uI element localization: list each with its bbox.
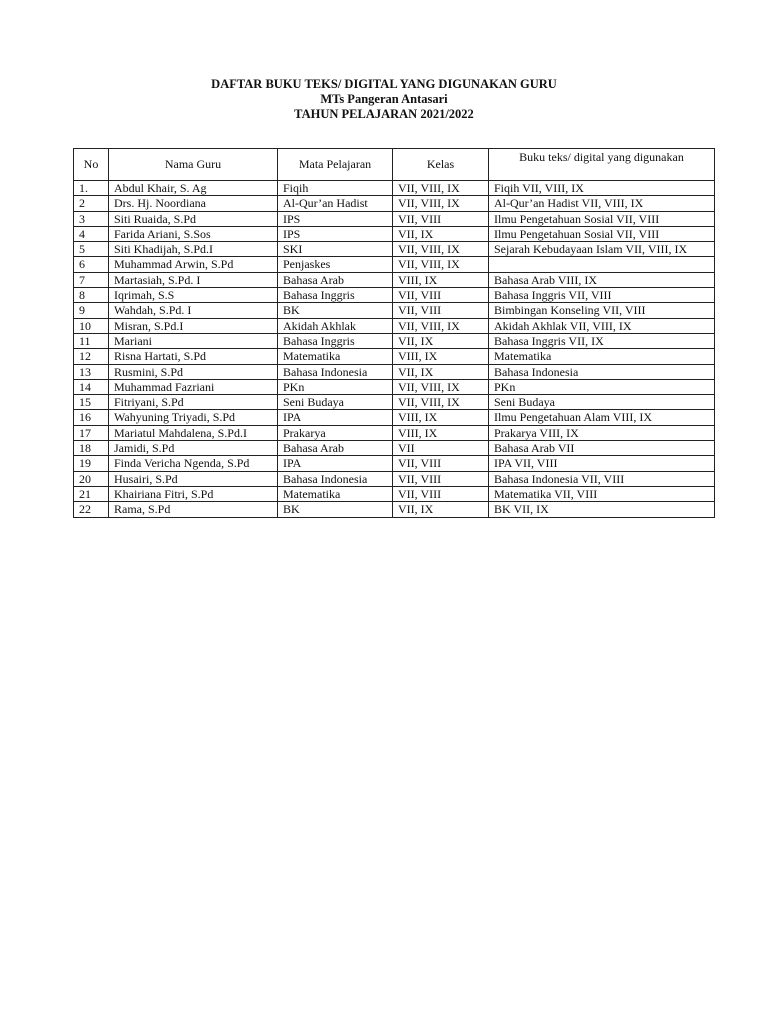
cell-book: Fiqih VII, VIII, IX — [489, 181, 715, 196]
textbook-table — [73, 148, 715, 518]
cell-subject: PKn — [278, 379, 393, 394]
table-row — [74, 318, 715, 333]
column-header-no: No — [74, 149, 109, 181]
school-name: MTs Pangeran Antasari — [320, 92, 448, 106]
cell-subject: Bahasa Indonesia — [278, 364, 393, 379]
table-row — [74, 456, 715, 471]
cell-no: 13 — [74, 364, 109, 379]
table-row — [74, 486, 715, 501]
cell-book: Akidah Akhlak VII, VIII, IX — [489, 318, 715, 333]
cell-subject: Matematika — [278, 349, 393, 364]
cell-subject: Seni Budaya — [278, 395, 393, 410]
cell-no: 20 — [74, 471, 109, 486]
cell-class: VII, VIII, IX — [393, 318, 489, 333]
table-row — [74, 364, 715, 379]
cell-book: Bahasa Inggris VII, VIII — [489, 288, 715, 303]
cell-no: 17 — [74, 425, 109, 440]
table-row — [74, 425, 715, 440]
column-header-class: Kelas — [393, 149, 489, 181]
table-row — [74, 196, 715, 211]
cell-subject: Bahasa Inggris — [278, 333, 393, 348]
cell-class: VIII, IX — [393, 410, 489, 425]
cell-no: 6 — [74, 257, 109, 272]
cell-subject: IPS — [278, 226, 393, 241]
cell-book: Sejarah Kebudayaan Islam VII, VIII, IX — [489, 242, 715, 257]
cell-class: VII, VIII, IX — [393, 181, 489, 196]
cell-teacher-name: Jamidi, S.Pd — [109, 441, 278, 456]
cell-no: 5 — [74, 242, 109, 257]
cell-class: VII, VIII — [393, 456, 489, 471]
document-title: DAFTAR BUKU TEKS/ DIGITAL YANG DIGUNAKAN GURU — [211, 77, 557, 91]
cell-class: VII, IX — [393, 333, 489, 348]
cell-book: PKn — [489, 379, 715, 394]
cell-teacher-name: Abdul Khair, S. Ag — [109, 181, 278, 196]
cell-no: 8 — [74, 288, 109, 303]
cell-teacher-name: Iqrimah, S.S — [109, 288, 278, 303]
cell-class: VIII, IX — [393, 349, 489, 364]
cell-class: VII, VIII, IX — [393, 242, 489, 257]
cell-teacher-name: Martasiah, S.Pd. I — [109, 272, 278, 287]
cell-no: 4 — [74, 226, 109, 241]
cell-teacher-name: Farida Ariani, S.Sos — [109, 226, 278, 241]
table-body — [74, 181, 715, 518]
table-row — [74, 471, 715, 486]
cell-book: Bahasa Indonesia — [489, 364, 715, 379]
cell-class: VII, VIII — [393, 486, 489, 501]
cell-subject: Matematika — [278, 486, 393, 501]
cell-teacher-name: Misran, S.Pd.I — [109, 318, 278, 333]
column-header-subject: Mata Pelajaran — [278, 149, 393, 181]
cell-book: Matematika — [489, 349, 715, 364]
cell-no: 21 — [74, 486, 109, 501]
cell-class: VII, VIII, IX — [393, 379, 489, 394]
cell-subject: Prakarya — [278, 425, 393, 440]
column-header-book: Buku teks/ digital yang digunakan — [489, 149, 715, 181]
cell-class: VII, VIII — [393, 288, 489, 303]
cell-book: Ilmu Pengetahuan Alam VIII, IX — [489, 410, 715, 425]
cell-class: VII, VIII, IX — [393, 196, 489, 211]
cell-subject: Bahasa Arab — [278, 441, 393, 456]
table-row — [74, 272, 715, 287]
column-header-name: Nama Guru — [109, 149, 278, 181]
cell-no: 9 — [74, 303, 109, 318]
table-row — [74, 441, 715, 456]
cell-teacher-name: Rusmini, S.Pd — [109, 364, 278, 379]
cell-class: VIII, IX — [393, 425, 489, 440]
cell-book: IPA VII, VIII — [489, 456, 715, 471]
cell-no: 1. — [74, 181, 109, 196]
cell-teacher-name: Husairi, S.Pd — [109, 471, 278, 486]
cell-book: Prakarya VIII, IX — [489, 425, 715, 440]
cell-teacher-name: Drs. Hj. Noordiana — [109, 196, 278, 211]
cell-no: 10 — [74, 318, 109, 333]
cell-teacher-name: Risna Hartati, S.Pd — [109, 349, 278, 364]
table-row — [74, 333, 715, 348]
table-row — [74, 288, 715, 303]
table-row — [74, 257, 715, 272]
document-header — [0, 77, 768, 122]
cell-teacher-name: Wahyuning Triyadi, S.Pd — [109, 410, 278, 425]
cell-book: Bimbingan Konseling VII, VIII — [489, 303, 715, 318]
cell-class: VIII, IX — [393, 272, 489, 287]
cell-subject: Bahasa Arab — [278, 272, 393, 287]
cell-book: Al-Qur’an Hadist VII, VIII, IX — [489, 196, 715, 211]
cell-subject: IPA — [278, 456, 393, 471]
cell-teacher-name: Wahdah, S.Pd. I — [109, 303, 278, 318]
cell-class: VII, IX — [393, 364, 489, 379]
cell-teacher-name: Muhammad Fazriani — [109, 379, 278, 394]
table-row — [74, 242, 715, 257]
cell-class: VII, VIII — [393, 303, 489, 318]
cell-book: Bahasa Indonesia VII, VIII — [489, 471, 715, 486]
cell-subject: IPA — [278, 410, 393, 425]
cell-no: 3 — [74, 211, 109, 226]
cell-teacher-name: Finda Vericha Ngenda, S.Pd — [109, 456, 278, 471]
cell-no: 7 — [74, 272, 109, 287]
cell-book: Ilmu Pengetahuan Sosial VII, VIII — [489, 211, 715, 226]
cell-book: Ilmu Pengetahuan Sosial VII, VIII — [489, 226, 715, 241]
cell-subject: Bahasa Indonesia — [278, 471, 393, 486]
cell-class: VII, IX — [393, 226, 489, 241]
cell-book — [489, 257, 715, 272]
academic-year: TAHUN PELAJARAN 2021/2022 — [294, 107, 474, 121]
table-row — [74, 303, 715, 318]
cell-no: 19 — [74, 456, 109, 471]
cell-book: Matematika VII, VIII — [489, 486, 715, 501]
cell-no: 11 — [74, 333, 109, 348]
cell-class: VII, VIII, IX — [393, 257, 489, 272]
cell-subject: Bahasa Inggris — [278, 288, 393, 303]
cell-class: VII, VIII — [393, 471, 489, 486]
table-row — [74, 502, 715, 517]
cell-teacher-name: Rama, S.Pd — [109, 502, 278, 517]
cell-subject: BK — [278, 502, 393, 517]
table-row — [74, 349, 715, 364]
cell-teacher-name: Siti Ruaida, S.Pd — [109, 211, 278, 226]
cell-book: Bahasa Inggris VII, IX — [489, 333, 715, 348]
table-header-row — [74, 149, 715, 181]
table-row — [74, 410, 715, 425]
cell-teacher-name: Muhammad Arwin, S.Pd — [109, 257, 278, 272]
cell-teacher-name: Mariani — [109, 333, 278, 348]
cell-book: Bahasa Arab VIII, IX — [489, 272, 715, 287]
cell-book: Bahasa Arab VII — [489, 441, 715, 456]
cell-book: Seni Budaya — [489, 395, 715, 410]
cell-teacher-name: Mariatul Mahdalena, S.Pd.I — [109, 425, 278, 440]
cell-subject: Al-Qur’an Hadist — [278, 196, 393, 211]
cell-class: VII, VIII, IX — [393, 395, 489, 410]
cell-no: 2 — [74, 196, 109, 211]
table-row — [74, 379, 715, 394]
table-row — [74, 226, 715, 241]
cell-no: 16 — [74, 410, 109, 425]
cell-subject: BK — [278, 303, 393, 318]
cell-teacher-name: Fitriyani, S.Pd — [109, 395, 278, 410]
cell-no: 22 — [74, 502, 109, 517]
cell-no: 14 — [74, 379, 109, 394]
cell-subject: IPS — [278, 211, 393, 226]
cell-no: 12 — [74, 349, 109, 364]
cell-subject: Fiqih — [278, 181, 393, 196]
cell-teacher-name: Siti Khadijah, S.Pd.I — [109, 242, 278, 257]
cell-teacher-name: Khairiana Fitri, S.Pd — [109, 486, 278, 501]
cell-no: 18 — [74, 441, 109, 456]
cell-subject: Akidah Akhlak — [278, 318, 393, 333]
cell-class: VII, IX — [393, 502, 489, 517]
cell-subject: Penjaskes — [278, 257, 393, 272]
table-row — [74, 395, 715, 410]
cell-class: VII — [393, 441, 489, 456]
cell-subject: SKI — [278, 242, 393, 257]
table-row — [74, 211, 715, 226]
table-row — [74, 181, 715, 196]
cell-class: VII, VIII — [393, 211, 489, 226]
cell-book: BK VII, IX — [489, 502, 715, 517]
cell-no: 15 — [74, 395, 109, 410]
